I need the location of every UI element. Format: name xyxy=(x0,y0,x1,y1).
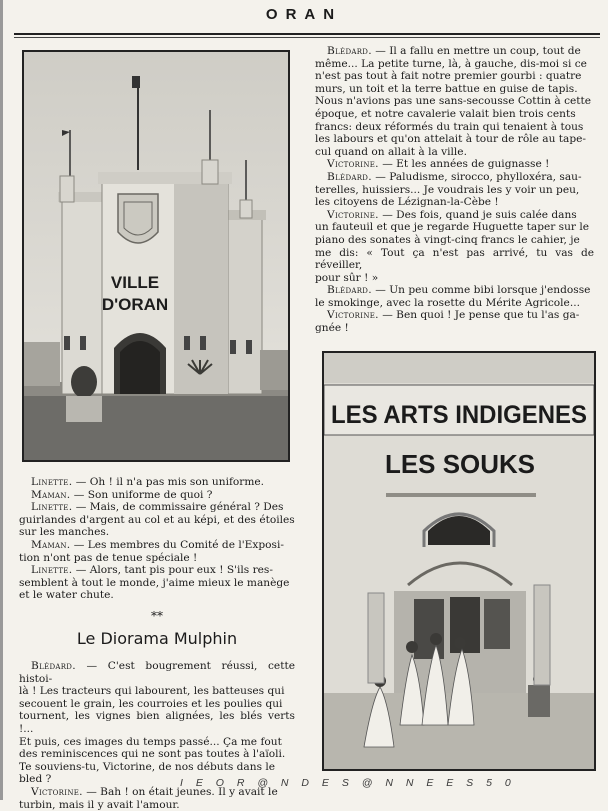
text-line xyxy=(315,45,594,58)
line-text: cul quand on allait à la ville. xyxy=(315,145,467,158)
text-line xyxy=(19,489,295,502)
text-line xyxy=(315,146,594,159)
line-text: turbin, mais il y avait l'amour. xyxy=(19,798,180,811)
text-line xyxy=(315,272,594,285)
section-stars: ⁎⁎ xyxy=(151,605,163,619)
line-text: Et puis, ces images du temps passé... Ça me fout xyxy=(19,735,282,748)
text-line xyxy=(19,761,295,774)
dialogue-right-top xyxy=(315,45,594,335)
photo-les-souks xyxy=(322,351,596,771)
text-line xyxy=(19,748,295,761)
page-edge xyxy=(0,0,3,800)
line-text: le smokinge, avec la rosette du Mérite Agricole... xyxy=(315,296,580,309)
text-line xyxy=(315,234,594,247)
text-line xyxy=(19,685,295,698)
page-footer: I E O R @ N D E S @ N N E E S 5 0 xyxy=(180,777,516,789)
text-line xyxy=(19,564,295,577)
line-text: tion n'ont pas de tenue spéciale ! xyxy=(19,551,198,564)
text-line xyxy=(19,476,295,489)
dialogue-left-bottom xyxy=(19,476,295,602)
header-rule-thin xyxy=(14,37,600,38)
line-text: même... La petite turne, là, à gauche, dis-moi si ce xyxy=(315,57,587,70)
line-text: me dis: « Tout ça n'est pas arrivé, tu vas de réveiller, xyxy=(315,246,594,272)
speaker-name: Blédard. xyxy=(327,170,372,183)
line-text: n'est pas tout à fait notre premier gourbi : quatre xyxy=(315,70,582,83)
line-text: Te souviens-tu, Victorine, de nos débuts dans le xyxy=(19,760,276,773)
line-text: un fauteuil et que je regarde Huguette taper sur le xyxy=(315,221,590,234)
line-text: murs, un toit et la terre battue en guise de tapis. xyxy=(315,82,578,95)
line-text: les citoyens de Lézignan-la-Cèbe ! xyxy=(315,196,499,209)
text-line xyxy=(315,196,594,209)
text-line xyxy=(19,501,295,514)
text-line xyxy=(315,221,594,234)
line-text: semblent à tout le monde, j'aime mieux le manège xyxy=(19,576,290,589)
text-line xyxy=(315,70,594,83)
text-line xyxy=(315,322,594,335)
page-header: ORAN xyxy=(265,6,343,23)
line-text: pour sûr ! » xyxy=(315,271,379,284)
text-line xyxy=(315,247,594,272)
speaker-name: Victorine. xyxy=(327,208,379,221)
pavilion-sign-line1: VILLE xyxy=(110,273,160,292)
text-line xyxy=(19,589,295,602)
line-text: — Et les années de guignasse ! xyxy=(378,158,550,171)
speaker-name: Victorine. xyxy=(327,309,379,322)
photo-ville-doran xyxy=(22,50,290,462)
line-text: — Bah ! on était jeunes. Il y avait le xyxy=(82,785,278,798)
speaker-name: Victorine. xyxy=(327,158,379,171)
text-line xyxy=(19,539,295,552)
line-text: époque, et notre cavalerie valait bien trois cents xyxy=(315,107,576,120)
souks-sign-line2: LES SOUKS xyxy=(385,449,535,479)
text-line xyxy=(19,526,295,539)
text-line xyxy=(19,698,295,711)
pavilion-sign-line2: D'ORAN xyxy=(101,295,169,314)
speaker-name: Linette. xyxy=(31,564,73,577)
line-text: — Les membres du Comité de l'Exposi- xyxy=(70,538,284,551)
line-text: — Alors, tant pis pour eux ! S'ils res- xyxy=(72,564,273,577)
line-text: — Des fois, quand je suis calée dans xyxy=(378,208,577,221)
line-text: bled ? xyxy=(19,773,52,786)
line-text: piano des sonates à vingt-cinq francs le cahier, je xyxy=(315,233,580,246)
text-line xyxy=(315,158,594,171)
text-line xyxy=(315,95,594,108)
line-text: — Paludisme, sirocco, phylloxéra, sau- xyxy=(371,170,582,183)
speaker-name: Victorine. xyxy=(31,785,83,798)
text-line xyxy=(315,284,594,297)
text-line xyxy=(315,83,594,96)
line-text: — Son uniforme de quoi ? xyxy=(70,488,213,501)
text-line xyxy=(315,108,594,121)
line-text: — Un peu comme bibi lorsque j'endosse xyxy=(371,284,591,297)
line-text: gnée ! xyxy=(315,322,349,335)
souks-illustration xyxy=(324,353,594,769)
text-line xyxy=(19,736,295,749)
line-text: — Oh ! il n'a pas mis son uniforme. xyxy=(72,476,265,488)
text-line xyxy=(315,309,594,322)
text-line xyxy=(19,799,295,811)
line-text: — Mais, de commissaire général ? Des xyxy=(72,501,284,514)
line-text: francs: deux réformés du train qui tenaient à tous xyxy=(315,120,584,133)
text-line xyxy=(315,297,594,310)
line-text: tournent, les vignes bien alignées, les blés verts !... xyxy=(19,710,295,735)
line-text: secouent le grain, les courroies et les poulies qui xyxy=(19,697,283,710)
speaker-name: Linette. xyxy=(31,476,73,488)
line-text: Nous n'avions pas une sans-secousse Cottin à cette xyxy=(315,95,592,108)
header-rule xyxy=(14,33,600,35)
line-text: et le water chute. xyxy=(19,589,114,602)
text-line xyxy=(315,121,594,134)
line-text: terelles, huissiers... Je voudrais les y voir un peu, xyxy=(315,183,580,196)
speaker-name: Blédard. xyxy=(327,45,372,57)
line-text: — Il a fallu en mettre un coup, tout de xyxy=(371,45,581,57)
text-line xyxy=(19,514,295,527)
text-column-left-bottom xyxy=(19,476,295,602)
text-line xyxy=(19,552,295,565)
speaker-name: Linette. xyxy=(31,501,73,514)
section-title: Le Diorama Mulphin xyxy=(76,629,238,648)
line-text: les labours et qu'on attelait à tour de rôle au tape- xyxy=(315,133,586,146)
text-column-right-top xyxy=(315,45,594,335)
line-text: sur les manches. xyxy=(19,526,110,539)
text-line xyxy=(315,171,594,184)
speaker-name: Blédard. xyxy=(327,284,372,297)
speaker-name: Maman. xyxy=(31,538,71,551)
line-text: — C'est bougrement réussi, cette histoi- xyxy=(19,660,295,685)
text-line xyxy=(315,184,594,197)
line-text: — Ben quoi ! Je pense que tu l'as ga- xyxy=(378,309,580,322)
pavilion-illustration xyxy=(24,52,288,460)
line-text: guirlandes d'argent au col et au képi, et des étoiles xyxy=(19,513,295,526)
text-line xyxy=(19,577,295,590)
speaker-name: Blédard. xyxy=(31,660,76,672)
text-line xyxy=(19,710,295,735)
text-line xyxy=(315,133,594,146)
line-text: là ! Les tracteurs qui labourent, les batteuses qui xyxy=(19,685,285,698)
souks-sign-line1: LES ARTS INDIGENES xyxy=(331,401,587,429)
text-line xyxy=(315,209,594,222)
line-text: des reminiscences qui ne sont pas toutes à l'aïoli. xyxy=(19,748,286,761)
text-line xyxy=(315,58,594,71)
speaker-name: Maman. xyxy=(31,488,71,501)
text-line xyxy=(19,660,295,685)
